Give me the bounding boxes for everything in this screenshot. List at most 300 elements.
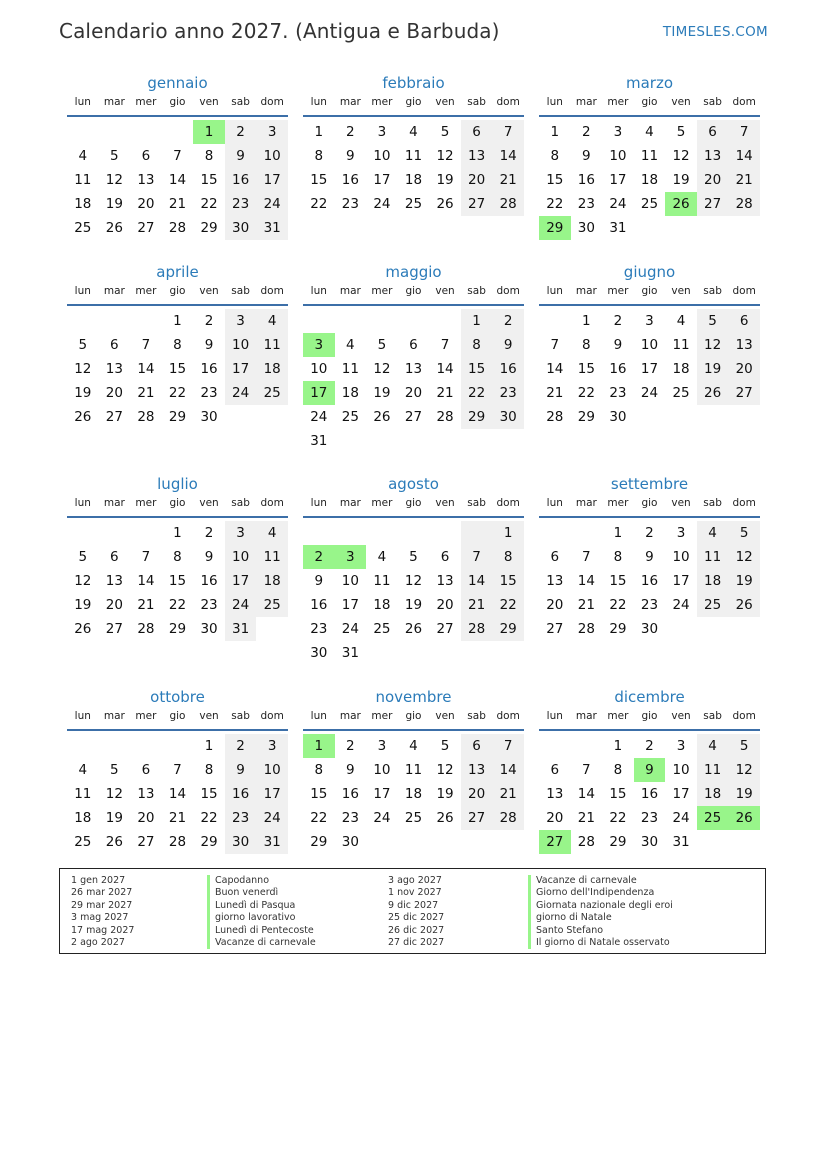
day: 13 (461, 758, 493, 782)
day: 23 (225, 806, 257, 830)
empty-day (429, 309, 461, 333)
weekday-label: gio (641, 96, 658, 108)
weekday-label: gio (405, 285, 422, 297)
day: 10 (640, 337, 659, 353)
day: 21 (168, 810, 187, 826)
day: 10 (225, 545, 257, 569)
day: 9 (225, 758, 257, 782)
day: 30 (640, 834, 659, 850)
day: 27 (105, 621, 123, 637)
day: 23 (200, 597, 218, 613)
day: 13 (105, 573, 123, 589)
weekday-label: mer (607, 285, 629, 297)
holiday-day: 1 (303, 734, 335, 758)
day: 12 (672, 148, 690, 164)
day: 8 (314, 148, 324, 164)
day: 26 (74, 409, 92, 425)
weekday-label: dom (260, 497, 284, 509)
day: 21 (137, 597, 155, 613)
empty-day (335, 429, 367, 453)
day: 4 (78, 762, 88, 778)
week-row (67, 806, 288, 830)
day: 18 (404, 172, 423, 188)
day: 3 (225, 309, 257, 333)
day: 21 (577, 597, 595, 613)
day: 24 (310, 409, 328, 425)
week-row (67, 216, 288, 240)
legend-date: 3 ago 2027 (388, 875, 442, 886)
empty-day (398, 429, 430, 453)
day: 27 (404, 409, 423, 425)
empty-day (99, 309, 131, 333)
day: 28 (728, 192, 760, 216)
weekday-label: mar (575, 96, 597, 108)
day: 11 (373, 573, 391, 589)
day: 24 (256, 806, 288, 830)
day: 14 (461, 569, 493, 593)
day: 28 (461, 617, 493, 641)
weekday-label: gio (405, 96, 422, 108)
weekday-label: mer (371, 497, 393, 509)
day: 14 (168, 786, 187, 802)
empty-day (461, 521, 493, 545)
day: 20 (105, 597, 123, 613)
day: 19 (74, 385, 92, 401)
week-row (539, 593, 760, 617)
day: 26 (105, 220, 123, 236)
day: 1 (492, 521, 524, 545)
weekday-label: dom (496, 285, 520, 297)
day: 12 (373, 361, 391, 377)
day: 10 (256, 144, 288, 168)
legend-date: 27 dic 2027 (388, 936, 445, 948)
day: 28 (546, 409, 564, 425)
day: 24 (672, 810, 690, 826)
month-name: gennaio (147, 74, 208, 92)
holiday-day: 25 (697, 806, 729, 830)
day: 24 (672, 597, 690, 613)
legend-date: 9 dic 2027 (388, 899, 439, 911)
day: 14 (728, 144, 760, 168)
legend-date: 26 dic 2027 (388, 924, 445, 936)
empty-day (366, 521, 398, 545)
day: 25 (404, 196, 423, 212)
day: 9 (225, 144, 257, 168)
day: 10 (373, 762, 391, 778)
day: 21 (137, 385, 155, 401)
weekday-label: ven (199, 497, 219, 509)
day: 23 (341, 810, 359, 826)
empty-day (634, 405, 666, 429)
month-novembre (303, 686, 524, 854)
day: 30 (640, 621, 659, 637)
empty-day (728, 216, 760, 240)
day: 25 (74, 220, 92, 236)
day: 9 (346, 762, 355, 778)
weekday-header (67, 495, 288, 518)
day: 28 (492, 192, 524, 216)
weekday-label: ven (671, 285, 691, 297)
legend-holiday-name: Giorno dell'Indipendenza (528, 887, 673, 899)
day: 31 (609, 220, 627, 236)
day: 29 (168, 409, 187, 425)
day: 7 (173, 148, 182, 164)
day: 22 (310, 196, 328, 212)
empty-day (398, 641, 430, 665)
week-row (67, 405, 288, 429)
day: 2 (225, 734, 257, 758)
day: 16 (640, 573, 659, 589)
day: 23 (200, 385, 218, 401)
legend-holiday-name: Lunedì di Pasqua (207, 900, 316, 912)
day: 12 (74, 361, 92, 377)
weekday-label: dom (732, 96, 756, 108)
week-row (539, 734, 760, 758)
weekday-header (539, 708, 760, 731)
weekday-label: sab (467, 497, 486, 509)
weekday-label: mer (371, 96, 393, 108)
day: 19 (373, 385, 391, 401)
week-row (303, 144, 524, 168)
empty-day (571, 521, 603, 545)
day: 11 (74, 172, 92, 188)
day: 5 (110, 762, 119, 778)
empty-day (492, 429, 524, 453)
day: 7 (141, 337, 151, 353)
day: 19 (672, 172, 690, 188)
legend-holiday-name: Lunedì di Pentecoste (207, 925, 316, 937)
day: 28 (137, 409, 155, 425)
day: 16 (640, 786, 659, 802)
day: 17 (256, 782, 288, 806)
week-row (303, 830, 524, 854)
day: 17 (256, 168, 288, 192)
week-row (67, 168, 288, 192)
week-row (67, 830, 288, 854)
weekday-label: ven (435, 497, 455, 509)
empty-day (67, 521, 99, 545)
legend-date: 3 mag 2027 (71, 912, 129, 924)
day: 24 (609, 196, 627, 212)
legend-dates-left (71, 875, 134, 949)
day: 8 (550, 148, 560, 164)
weekday-label: gio (641, 497, 658, 509)
day: 28 (168, 220, 187, 236)
day: 15 (168, 361, 187, 377)
empty-day (398, 830, 430, 854)
day: 20 (546, 810, 564, 826)
day: 16 (225, 168, 257, 192)
day: 7 (582, 549, 591, 565)
empty-day (697, 405, 729, 429)
week-row (539, 782, 760, 806)
week-row (303, 617, 524, 641)
empty-day (429, 830, 461, 854)
day: 4 (645, 124, 654, 140)
day: 29 (310, 834, 328, 850)
day: 30 (225, 830, 257, 854)
day: 16 (577, 172, 595, 188)
empty-day (665, 405, 697, 429)
day: 23 (640, 597, 659, 613)
day: 4 (676, 313, 686, 329)
brand-link[interactable]: TIMESLES.COM (662, 24, 768, 40)
day: 12 (74, 573, 92, 589)
empty-day (335, 309, 367, 333)
day: 12 (105, 786, 123, 802)
day: 6 (440, 549, 450, 565)
weekday-label: dom (732, 497, 756, 509)
day: 27 (105, 409, 123, 425)
holiday-legend (59, 868, 766, 954)
day: 15 (310, 786, 328, 802)
day: 2 (346, 738, 355, 754)
day: 2 (582, 124, 591, 140)
week-row (539, 168, 760, 192)
day: 17 (373, 172, 391, 188)
weekday-label: mar (575, 285, 597, 297)
weekday-label: mer (135, 497, 157, 509)
day: 20 (697, 168, 729, 192)
legend-holiday-name: Giornata nazionale degli eroi (528, 900, 673, 912)
day: 7 (492, 120, 524, 144)
weekday-label: lun (546, 285, 563, 297)
day: 15 (577, 361, 595, 377)
empty-day (461, 641, 493, 665)
day: 25 (672, 385, 690, 401)
day: 6 (461, 120, 493, 144)
day: 26 (404, 621, 423, 637)
day: 16 (492, 357, 524, 381)
day: 21 (461, 593, 493, 617)
weekday-header (303, 495, 524, 518)
day: 23 (341, 196, 359, 212)
holiday-day: 26 (728, 806, 760, 830)
legend-date: 2 ago 2027 (71, 936, 125, 948)
week-row (303, 641, 524, 665)
day: 17 (672, 786, 690, 802)
weekday-label: mar (103, 710, 125, 722)
day: 30 (310, 645, 328, 661)
day: 14 (546, 361, 564, 377)
day: 8 (582, 337, 591, 353)
day: 28 (492, 806, 524, 830)
day: 17 (672, 573, 690, 589)
week-row (67, 357, 288, 381)
day: 8 (204, 148, 214, 164)
day: 22 (546, 196, 564, 212)
legend-holiday-name: Vacanze di carnevale (207, 937, 316, 949)
page-title: Calendario anno 2027. (Antigua e Barbuda) (59, 19, 500, 43)
day: 17 (225, 569, 257, 593)
weekday-label: dom (496, 497, 520, 509)
week-row (67, 758, 288, 782)
day: 15 (492, 569, 524, 593)
week-row (539, 521, 760, 545)
day: 18 (640, 172, 659, 188)
day: 14 (577, 573, 595, 589)
weekday-header (539, 94, 760, 117)
empty-day (256, 617, 288, 641)
weekday-label: lun (546, 497, 563, 509)
day: 3 (676, 738, 686, 754)
day: 17 (341, 597, 359, 613)
empty-day (461, 830, 493, 854)
day: 24 (640, 385, 659, 401)
day: 18 (697, 782, 729, 806)
day: 16 (310, 597, 328, 613)
month-name: luglio (157, 475, 198, 493)
week-row (303, 569, 524, 593)
day: 9 (613, 337, 623, 353)
day: 3 (225, 521, 257, 545)
week-row (67, 120, 288, 144)
day: 10 (310, 361, 328, 377)
day: 14 (492, 758, 524, 782)
week-row (303, 357, 524, 381)
day: 28 (436, 409, 454, 425)
day: 15 (461, 357, 493, 381)
weekday-label: dom (496, 96, 520, 108)
day: 31 (256, 830, 288, 854)
weekday-label: ven (435, 710, 455, 722)
empty-day (634, 216, 666, 240)
week-row (539, 357, 760, 381)
week-row (539, 405, 760, 429)
day: 30 (341, 834, 359, 850)
weekday-label: gio (405, 710, 422, 722)
weekday-header (303, 94, 524, 117)
weekday-label: ven (199, 96, 219, 108)
day: 5 (78, 337, 88, 353)
empty-day (303, 309, 335, 333)
day: 9 (492, 333, 524, 357)
day: 6 (697, 120, 729, 144)
weekday-label: mar (339, 497, 361, 509)
weekday-header (539, 283, 760, 306)
week-row (539, 144, 760, 168)
day: 27 (461, 192, 493, 216)
weekday-label: ven (199, 285, 219, 297)
empty-day (366, 830, 398, 854)
day: 18 (256, 569, 288, 593)
day: 16 (609, 361, 627, 377)
empty-day (398, 309, 430, 333)
day: 7 (492, 734, 524, 758)
empty-day (697, 830, 729, 854)
day: 18 (341, 385, 359, 401)
month-name: novembre (375, 688, 452, 706)
week-row (303, 168, 524, 192)
day: 2 (645, 525, 654, 541)
day: 29 (200, 220, 218, 236)
day: 13 (436, 573, 454, 589)
weekday-label: gio (169, 96, 186, 108)
weekday-label: ven (671, 497, 691, 509)
day: 6 (728, 309, 760, 333)
weekday-label: gio (169, 710, 186, 722)
weekday-label: sab (703, 710, 722, 722)
day: 6 (550, 549, 560, 565)
day: 15 (310, 172, 328, 188)
empty-day (492, 830, 524, 854)
day: 22 (310, 810, 328, 826)
day: 14 (436, 361, 454, 377)
day: 7 (582, 762, 591, 778)
day: 10 (256, 758, 288, 782)
day: 17 (225, 357, 257, 381)
empty-day (697, 617, 729, 641)
weekday-label: gio (169, 285, 186, 297)
weekday-label: mar (339, 96, 361, 108)
day: 11 (697, 545, 729, 569)
week-row (303, 758, 524, 782)
weekday-label: mer (371, 710, 393, 722)
day: 11 (74, 786, 92, 802)
day: 5 (110, 148, 119, 164)
weekday-label: mar (339, 710, 361, 722)
day: 12 (728, 758, 760, 782)
weekday-header (303, 283, 524, 306)
day: 3 (645, 313, 654, 329)
empty-day (539, 309, 571, 333)
weekday-label: mar (575, 710, 597, 722)
day: 16 (225, 782, 257, 806)
week-row (67, 617, 288, 641)
day: 22 (168, 385, 187, 401)
weekday-label: sab (231, 96, 250, 108)
week-row (539, 216, 760, 240)
day: 1 (461, 309, 493, 333)
day: 7 (728, 120, 760, 144)
day: 29 (609, 834, 627, 850)
day: 2 (346, 124, 355, 140)
day: 26 (436, 196, 454, 212)
day: 11 (697, 758, 729, 782)
empty-day (162, 120, 194, 144)
day: 12 (105, 172, 123, 188)
day: 1 (173, 313, 182, 329)
week-row (303, 545, 524, 569)
day: 13 (546, 786, 564, 802)
day: 11 (672, 337, 690, 353)
day: 15 (609, 573, 627, 589)
day: 28 (577, 834, 595, 850)
empty-day (571, 734, 603, 758)
day: 6 (550, 762, 560, 778)
day: 15 (200, 786, 218, 802)
weekday-label: mer (607, 497, 629, 509)
day: 20 (436, 597, 454, 613)
weekday-header (67, 708, 288, 731)
weekday-label: mer (371, 285, 393, 297)
day: 26 (74, 621, 92, 637)
day: 24 (373, 196, 391, 212)
day: 15 (200, 172, 218, 188)
day: 2 (204, 313, 214, 329)
week-row (67, 381, 288, 405)
day: 27 (137, 220, 155, 236)
empty-day (665, 617, 697, 641)
weekday-label: ven (671, 96, 691, 108)
day: 10 (672, 762, 690, 778)
day: 5 (440, 738, 450, 754)
day: 30 (492, 405, 524, 429)
day: 3 (377, 124, 387, 140)
legend-names-right (528, 875, 673, 949)
day: 11 (256, 545, 288, 569)
day: 12 (436, 762, 454, 778)
